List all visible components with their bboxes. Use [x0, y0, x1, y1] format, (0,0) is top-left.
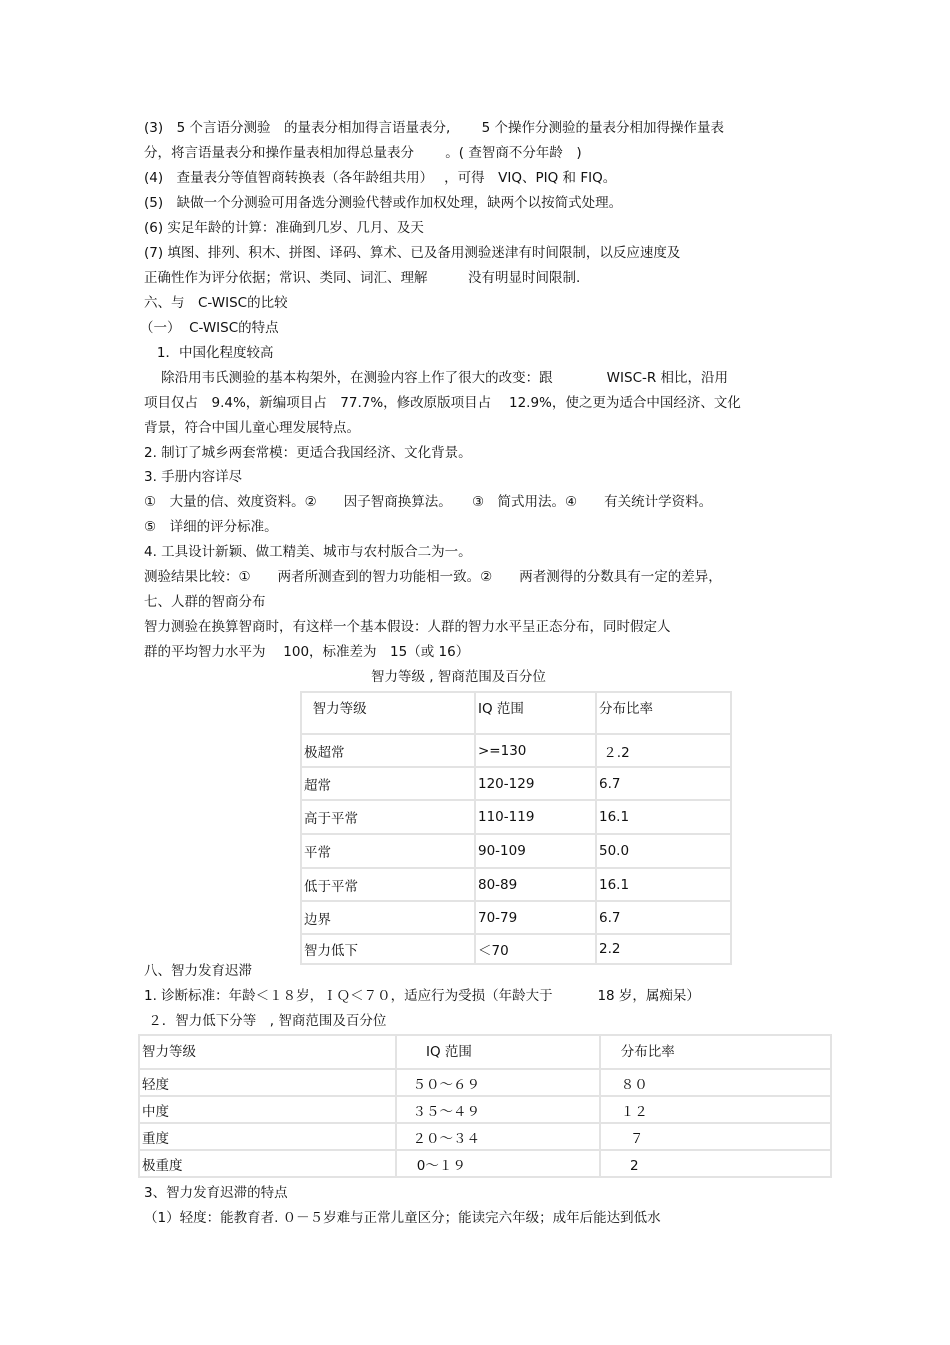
paragraph-line: 测验结果比较：① 两者所测查到的智力功能相一致。② 两者测得的分数具有一定的差异，: [144, 569, 722, 585]
table-cell: 中度: [139, 1096, 396, 1123]
table-cell: 轻度: [139, 1069, 396, 1096]
table-cell: 6.7: [596, 901, 731, 934]
table-row: [139, 1123, 831, 1150]
table-cell: ２.2: [596, 734, 731, 767]
table-header-row: [139, 1035, 831, 1069]
table-header: 智力等级: [301, 692, 475, 734]
table-row: [301, 734, 731, 767]
table-cell: 2.2: [596, 934, 731, 964]
paragraph-line: (5) 缺做一个分测验可用备选分测验代替或作加权处理，缺两个以按简式处理。: [144, 195, 623, 211]
table-cell: 超常: [301, 767, 475, 800]
retardation-grade-table: [138, 1034, 832, 1178]
table-row: [301, 934, 731, 964]
paragraph-line: 除沿用韦氏测验的基本构架外，在测验内容上作了很大的改变：跟 WISC-R 相比，沿用: [144, 370, 729, 386]
table-cell: １２: [600, 1096, 831, 1123]
paragraph-line: (4) 查量表分等值智商转换表（各年龄组共用） ，可得 VIQ、PIQ 和 FIQ。: [144, 170, 617, 186]
table-header: 智力等级: [139, 1035, 396, 1069]
table-cell: 0～１９: [396, 1150, 600, 1177]
table-row: [301, 800, 731, 834]
table-cell: ７: [600, 1123, 831, 1150]
table-cell: 高于平常: [301, 800, 475, 834]
paragraph-line: 3. 手册内容详尽: [144, 469, 243, 485]
table-cell: ５０～６９: [396, 1069, 600, 1096]
table-cell: ８０: [600, 1069, 831, 1096]
table-cell: 16.1: [596, 868, 731, 901]
table-header: IQ 范围: [475, 692, 596, 734]
paragraph-line: ① 大量的信、效度资料。② 因子智商换算法。 ③ 简式用法。④ 有关统计学资料。: [144, 494, 713, 510]
table-cell: ３５～４９: [396, 1096, 600, 1123]
paragraph-line: （1）轻度：能教育者. ０－５岁难与正常儿童区分；能读完六年级；成年后能达到低水: [144, 1210, 661, 1226]
table-row: [301, 834, 731, 868]
paragraph-line: 背景，符合中国儿童心理发展特点。: [144, 420, 360, 436]
table-cell: ２０～３４: [396, 1123, 600, 1150]
table-row: [139, 1096, 831, 1123]
paragraph-line: ⑤ 详细的评分标准。: [144, 519, 278, 535]
table-row: [139, 1150, 831, 1177]
paragraph-line: 1. 诊断标准：年龄＜１８岁，ＩＱ＜７０，适应行为受损（年龄大于 18 岁，属痴呆）: [144, 988, 700, 1004]
iq-distribution-table: [300, 691, 732, 965]
table-cell: 2: [600, 1150, 831, 1177]
section-heading: 七、人群的智商分布: [144, 594, 266, 610]
paragraph-line: 智力测验在换算智商时，有这样一个基本假设：人群的智力水平呈正态分布，同时假定人: [144, 619, 671, 635]
table-cell: ＜70: [475, 934, 596, 964]
table-cell: 边界: [301, 901, 475, 934]
paragraph-line: 4. 工具设计新颖、做工精美、城市与农村版合二为一。: [144, 544, 472, 560]
table-cell: 极超常: [301, 734, 475, 767]
table-cell: 110-119: [475, 800, 596, 834]
table-cell: 低于平常: [301, 868, 475, 901]
section-heading: 八、智力发育迟滞: [144, 963, 252, 979]
paragraph-line: 2. 制订了城乡两套常模：更适合我国经济、文化背景。: [144, 445, 472, 461]
table-cell: 70-79: [475, 901, 596, 934]
paragraph-line: 项目仅占 9.4%，新编项目占 77.7%，修改原版项目占 12.9%，使之更为适合中国经济、文化: [144, 395, 741, 411]
table-header: 分布比率: [596, 692, 731, 734]
section-heading: 六、与 C-WISC的比较: [144, 295, 288, 311]
table-cell: 重度: [139, 1123, 396, 1150]
paragraph-line: 正确性作为评分依据；常识、类同、词汇、理解 没有明显时间限制.: [144, 270, 581, 286]
table-header: IQ 范围: [396, 1035, 600, 1069]
section-heading: 3、智力发育迟滞的特点: [144, 1185, 288, 1201]
table-cell: 平常: [301, 834, 475, 868]
table-caption: 智力等级 , 智商范围及百分位: [371, 669, 546, 685]
table-cell: 50.0: [596, 834, 731, 868]
table-row: [301, 868, 731, 901]
table-row: [301, 767, 731, 800]
table-cell: 120-129: [475, 767, 596, 800]
paragraph-line: ２．智力低下分等 , 智商范围及百分位: [144, 1013, 387, 1029]
table-row: [139, 1069, 831, 1096]
table-header: 分布比率: [600, 1035, 831, 1069]
table-cell: 极重度: [139, 1150, 396, 1177]
table-cell: >=130: [475, 734, 596, 767]
subsection-heading: （一） C-WISC的特点: [140, 320, 279, 336]
paragraph-line: (6) 实足年龄的计算：准确到几岁、几月、及天: [144, 220, 424, 236]
paragraph-line: 1．中国化程度较高: [144, 345, 274, 361]
table-cell: 80-89: [475, 868, 596, 901]
paragraph-line: 群的平均智力水平为 100，标准差为 15（或 16）: [144, 644, 470, 660]
paragraph-line: 分，将言语量表分和操作量表相加得总量表分 。( 查智商不分年龄 ): [144, 145, 582, 161]
table-cell: 6.7: [596, 767, 731, 800]
table-header-row: [301, 692, 731, 734]
table-cell: 16.1: [596, 800, 731, 834]
paragraph-line: (3) 5 个言语分测验 的量表分相加得言语量表分, 5 个操作分测验的量表分相加得操作量表: [144, 120, 724, 136]
table-cell: 90-109: [475, 834, 596, 868]
table-cell: 智力低下: [301, 934, 475, 964]
table-row: [301, 901, 731, 934]
paragraph-line: (7) 填图、排列、积木、拼图、译码、算术、已及备用测验迷津有时间限制，以反应速度及: [144, 245, 681, 261]
